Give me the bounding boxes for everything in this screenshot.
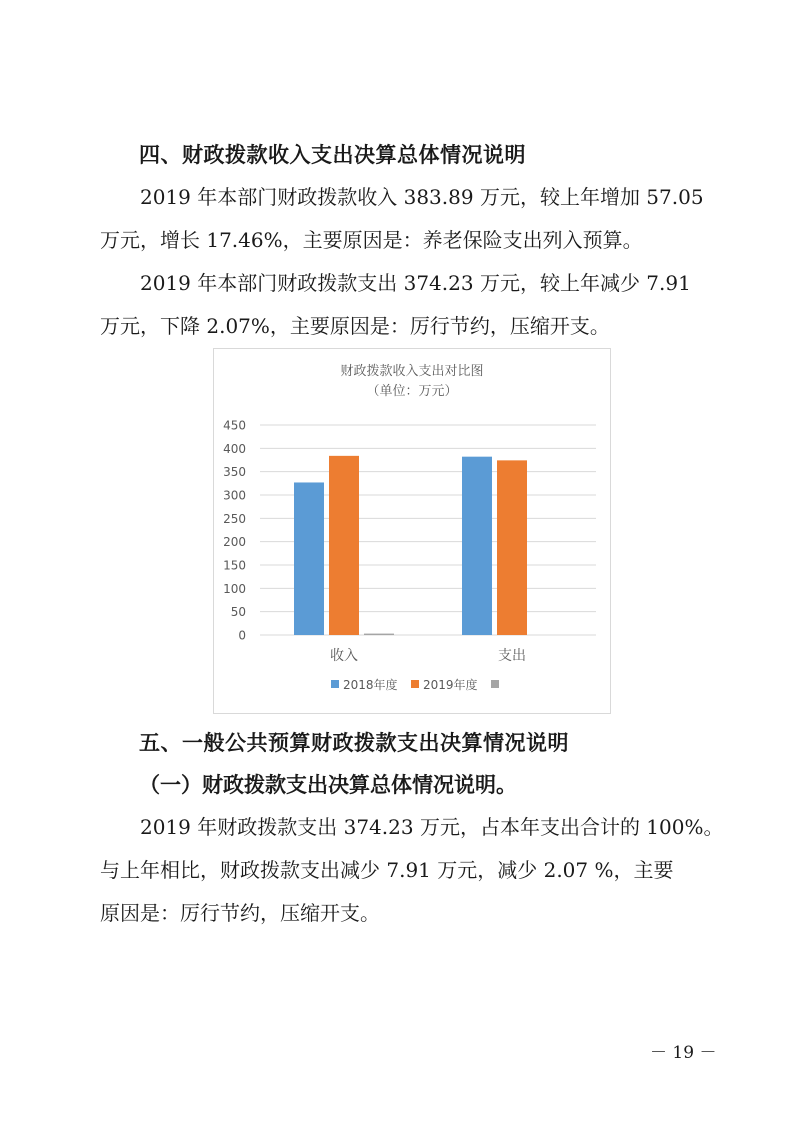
paragraph-line: 万元，下降 2.07%，主要原因是：厉行节约，压缩开支。 xyxy=(100,314,610,338)
paragraph-line: 万元，增长 17.46%，主要原因是：养老保险支出列入预算。 xyxy=(100,228,643,252)
bar xyxy=(462,457,492,635)
section-5-paragraph xyxy=(100,806,724,935)
section-4-paragraph-2 xyxy=(100,262,700,348)
section-4-paragraph-1 xyxy=(100,176,704,262)
x-tick-label: 收入 xyxy=(330,648,358,664)
paragraph-line: 2019 年本部门财政拨款收入 383.89 万元，较上年增加 57.05 xyxy=(140,185,704,209)
paragraph-line: 与上年相比，财政拨款支出减少 7.91 万元，减少 2.07 %，主要 xyxy=(100,858,674,882)
y-tick-label: 100 xyxy=(223,581,246,596)
chart-subtitle: （单位：万元） xyxy=(366,384,458,399)
y-axis-ticks xyxy=(223,419,246,643)
page-number: － 19 － xyxy=(650,1043,717,1063)
paragraph-line: 2019 年本部门财政拨款支出 374.23 万元，较上年减少 7.91 xyxy=(140,271,691,295)
legend-swatch xyxy=(491,680,499,688)
y-tick-label: 400 xyxy=(223,441,246,456)
section-5-subheading: （一）财政拨款支出决算总体情况说明。 xyxy=(139,772,517,797)
y-tick-label: 150 xyxy=(223,558,246,573)
y-tick-label: 0 xyxy=(238,628,246,643)
y-tick-label: 50 xyxy=(230,605,246,620)
x-axis-ticks xyxy=(330,647,526,664)
y-tick-label: 450 xyxy=(223,418,246,433)
legend-swatch xyxy=(331,680,339,688)
paragraph-line: 原因是：厉行节约，压缩开支。 xyxy=(100,901,380,925)
bar-chart xyxy=(213,348,611,714)
legend-swatch xyxy=(411,680,419,688)
y-tick-label: 250 xyxy=(223,511,246,526)
y-tick-label: 350 xyxy=(223,465,246,480)
legend-label: 2019年度 xyxy=(423,678,478,692)
paragraph-line: 2019 年财政拨款支出 374.23 万元，占本年支出合计的 100%。 xyxy=(140,815,724,839)
chart-canvas xyxy=(214,349,610,713)
chart-title: 财政拨款收入支出对比图 xyxy=(340,364,484,379)
section-5-heading: 五、一般公共预算财政拨款支出决算情况说明 xyxy=(139,731,569,755)
bar xyxy=(364,634,394,635)
chart-bars xyxy=(294,456,527,635)
legend-label: 2018年度 xyxy=(343,678,398,692)
bar xyxy=(497,460,527,635)
y-tick-label: 200 xyxy=(223,535,246,550)
chart-legend xyxy=(331,677,499,692)
y-tick-label: 300 xyxy=(223,488,246,503)
bar xyxy=(329,456,359,635)
section-4-heading: 四、财政拨款收入支出决算总体情况说明 xyxy=(139,143,526,167)
x-tick-label: 支出 xyxy=(498,648,526,664)
bar xyxy=(294,482,324,635)
